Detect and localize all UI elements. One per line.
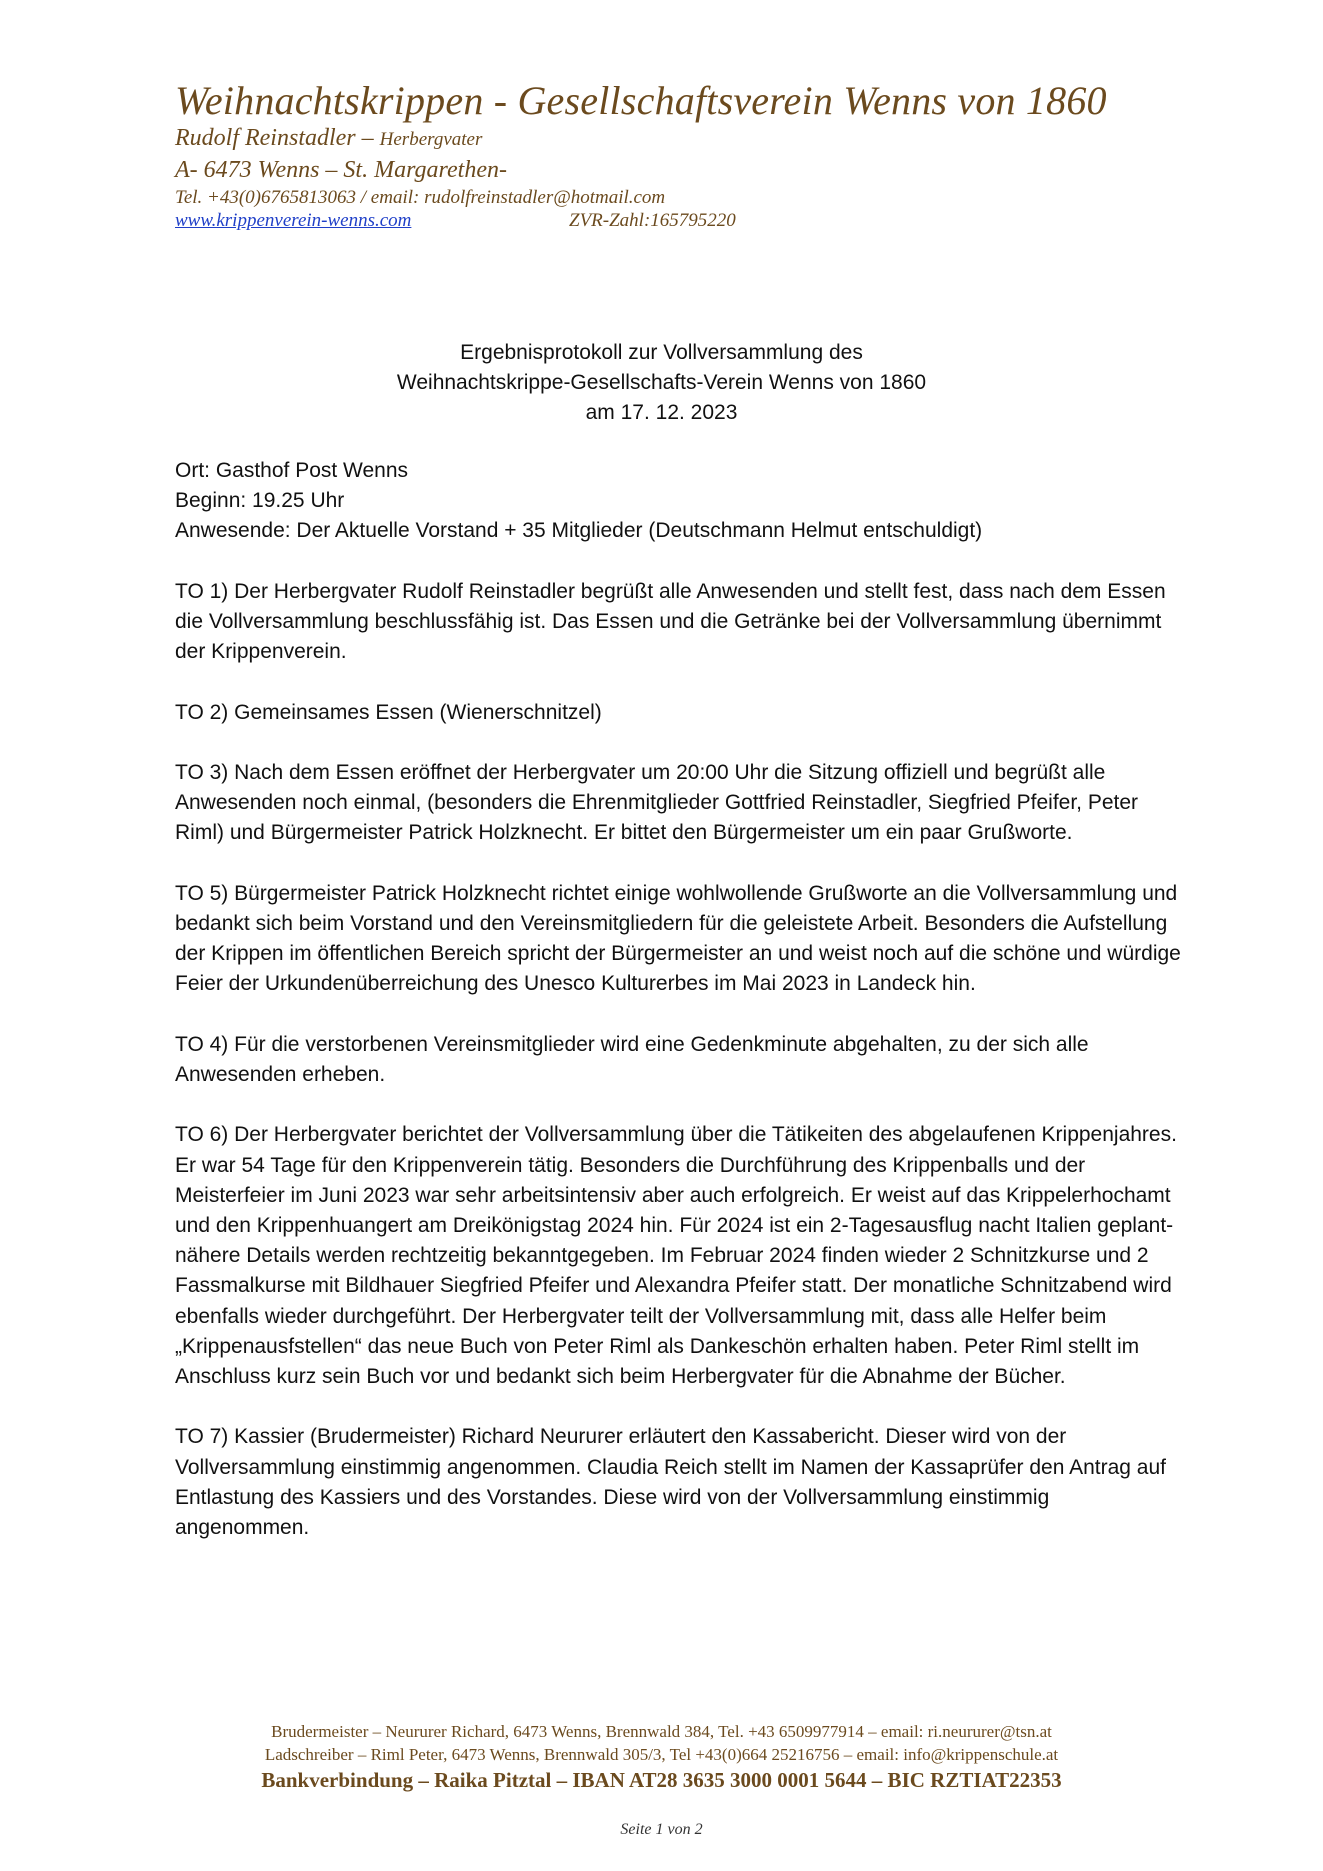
- agenda-item-to6: TO 6) Der Herbergvater berichtet der Vollversammlung über die Tätikeiten des abgelaufenen Krippenjahres. Er war 54 Tage für den Krippenverein tätig. Besonders die Durchführung des Krippenballs und der Meisterfeier im Juni 2023 war sehr arbeitsintensiv aber auch erfolgreich. Er weist auf das Krippelerhochamt und den Krippenhuangert am Dreikönigstag 2024 hin. Für 2024 ist ein 2-Tagesausflug nacht Italien geplant- nähere Details werden rechtzeitig bekanntgegeben. Im Februar 2024 finden wieder 2 Schnitzkurse und 2 Fassmalkurse mit Bildhauer Siegfried Pfeifer und Alexandra Pfeifer statt. Der monatliche Schnitzabend wird ebenfalls wieder durchgeführt. Der Herbergvater teilt der Vollversammlung mit, dass alle Helfer beim „Krippenausfstellen“ das neue Buch von Peter Riml als Dankeschön erhalten haben. Peter Riml stellt im Anschluss kurz sein Buch vor und bedankt sich beim Herbergvater für die Abnahme der Bücher.: [175, 1123, 1177, 1388]
- letterhead-web-line: [175, 209, 1107, 232]
- agenda-item-to7: TO 7) Kassier (Brudermeister) Richard Neururer erläutert den Kassabericht. Dieser wird von der Vollversammlung einstimmig angenommen. Claudia Reich stellt im Namen der Kassaprüfer den Antrag auf Entlastung des Kassiers und des Vorstandes. Diese wird von der Vollversammlung einstimmig angenommen.: [175, 1425, 1166, 1539]
- letterhead-role: Herbergvater: [379, 129, 483, 150]
- footer: [0, 1720, 1323, 1794]
- letterhead-address: A- 6473 Wenns – St. Margarethen-: [175, 157, 507, 183]
- website-link[interactable]: www.krippenverein-wenns.com: [175, 210, 412, 231]
- agenda-item-to5: TO 5) Bürgermeister Patrick Holzknecht richtet einige wohlwollende Grußworte an die Vollversammlung und bedankt sich beim Vorstand und den Vereinsmitgliedern für die geleistete Arbeit. Besonders die Aufstellung der Krippen im öffentlichen Bereich spricht der Bürgermeister an und weist noch auf die schöne und würdige Feier der Urkundenüberreichung des Unesco Kulturerbes im Mai 2023 in Landeck hin.: [175, 881, 1181, 996]
- letterhead-title: Weihnachtskrippen - Gesellschaftsverein Wenns von 1860: [175, 78, 1107, 123]
- meeting-meta: [175, 456, 1185, 547]
- zvr-number: ZVR-Zahl:165795220: [569, 210, 736, 231]
- letterhead-contact: Tel. +43(0)6765813063 / email: rudolfreinstadler@hotmail.com: [175, 187, 666, 208]
- agenda-item-to4: TO 4) Für die verstorbenen Vereinsmitglieder wird eine Gedenkminute abgehalten, zu der sich alle Anwesenden erheben.: [175, 1032, 1089, 1086]
- heading-line-2: Weihnachtskrippe-Gesellschafts-Verein Wenns von 1860: [396, 371, 927, 394]
- meta-location: Ort: Gasthof Post Wenns: [175, 459, 409, 482]
- footer-brudermeister: Brudermeister – Neururer Richard, 6473 Wenns, Brennwald 384, Tel. +43 6509977914 – email: ri.neururer@tsn.at: [271, 1722, 1052, 1741]
- page-number: Seite 1 von 2: [620, 1821, 703, 1838]
- agenda-item-to1: TO 1) Der Herbergvater Rudolf Reinstadler begrüßt alle Anwesenden und stellt fest, dass nach dem Essen die Vollversammlung beschlussfähig ist. Das Essen und die Getränke bei der Vollversammlung übernimmt der Krippenverein.: [175, 579, 1166, 664]
- footer-ladschreiber: Ladschreiber – Riml Peter, 6473 Wenns, Brennwald 305/3, Tel +43(0)664 25216756 – email: info@krippenschule.at: [264, 1745, 1059, 1764]
- letterhead: [175, 78, 1107, 232]
- letterhead-name-line: [175, 124, 1107, 154]
- agenda-item-to3: TO 3) Nach dem Essen eröffnet der Herbergvater um 20:00 Uhr die Sitzung offiziell und begrüßt alle Anwesenden noch einmal, (besonders die Ehrenmitglieder Gottfried Reinstadler, Siegfried Pfeifer, Peter Riml) und Bürgermeister Patrick Holzknecht. Er bittet den Bürgermeister um ein paar Grußworte.: [175, 760, 1139, 845]
- heading-line-1: Ergebnisprotokoll zur Vollversammlung des: [460, 341, 863, 364]
- heading-line-3: am 17. 12. 2023: [585, 401, 738, 424]
- footer-bank-details: Bankverbindung – Raika Pitztal – IBAN AT28 3635 3000 0001 5644 – BIC RZTIAT22353: [261, 1768, 1062, 1792]
- protocol-heading: [0, 338, 1323, 428]
- meta-start: Beginn: 19.25 Uhr: [175, 489, 345, 513]
- meta-attendees: Anwesende: Der Aktuelle Vorstand + 35 Mitglieder (Deutschmann Helmut entschuldigt): [175, 519, 983, 543]
- agenda-item-to2: TO 2) Gemeinsames Essen (Wienerschnitzel): [175, 700, 602, 724]
- document-body: [175, 456, 1185, 1573]
- letterhead-name: Rudolf Reinstadler –: [175, 125, 380, 151]
